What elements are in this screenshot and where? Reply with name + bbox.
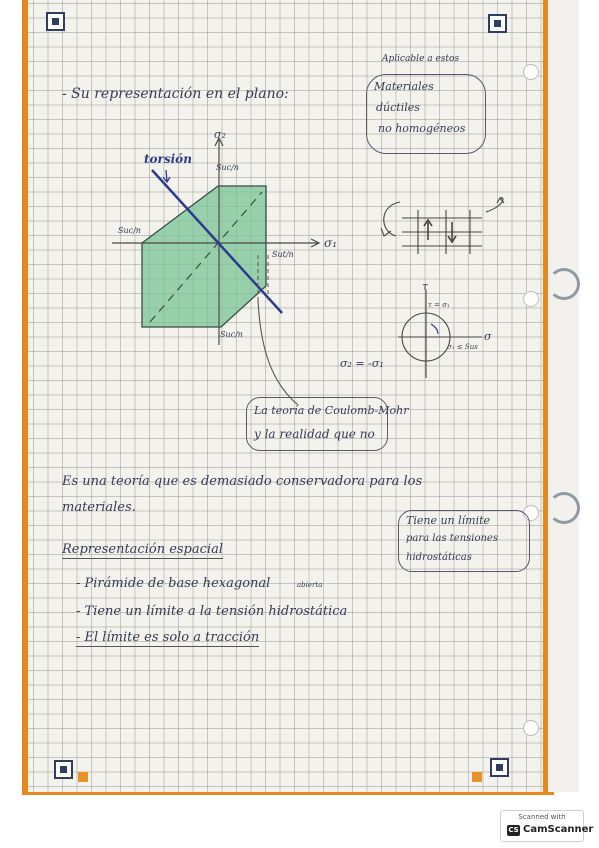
camscanner-logo-icon: CS [508,826,519,834]
scanner-badge [500,810,594,842]
bullet-1: - Pirámide de base hexagonal [76,576,271,591]
stress-element [381,198,504,254]
section-heading: - Su representación en el plano: [62,86,289,102]
applicable-note: Aplicable a estos [382,54,460,64]
tick-left-label: Suc/n [118,226,141,235]
limit-line-3: hidrostáticas [406,552,472,563]
sigma1-label: σ₁ [324,236,338,250]
torsion-label: torsión [144,152,192,166]
mohr-relation: σ₂ = -σ₁ [340,357,384,370]
mohr-tau-note: τ = σ₁ [428,301,450,309]
materials-line-1: Materiales [374,80,434,93]
materials-line-3: no homogéneos [378,122,466,135]
theory-line-1: La teoría de Coulomb-Mohr [254,404,409,417]
sigma2-label: σ₂ [214,128,226,141]
failure-region [142,186,266,327]
bullet-1-note: abierta [297,581,323,589]
mohr-tau-label: τ [422,280,429,293]
theory-line-2: y la realidad que no [254,427,375,441]
limit-line-1: Tiene un límite [406,514,491,527]
tick-right-label: Sut/n [272,250,294,259]
tick-top-label: Suc/n [216,163,239,172]
conservative-line-1: Es una teoría que es demasiado conservadora para los [62,474,423,489]
pointer-line [258,300,298,405]
bullet-2: - Tiene un límite a la tensión hidrostática [76,604,348,619]
bullet-3: - El límite es solo a tracción [76,630,260,645]
limit-line-2: para las tensiones [406,533,498,544]
mohr-sigma-label: σ [484,330,492,343]
scanner-name: CamScanner [523,824,594,835]
conservative-line-2: materiales. [62,500,136,515]
scanner-caption: Scanned with [518,813,566,821]
spatial-title: Representación espacial [62,542,223,557]
materials-line-2: dúctiles [376,101,420,114]
tick-bottom-label: Suc/n [220,330,243,339]
mohr-sigma-note: σ₁ ≤ Sus [447,343,478,351]
